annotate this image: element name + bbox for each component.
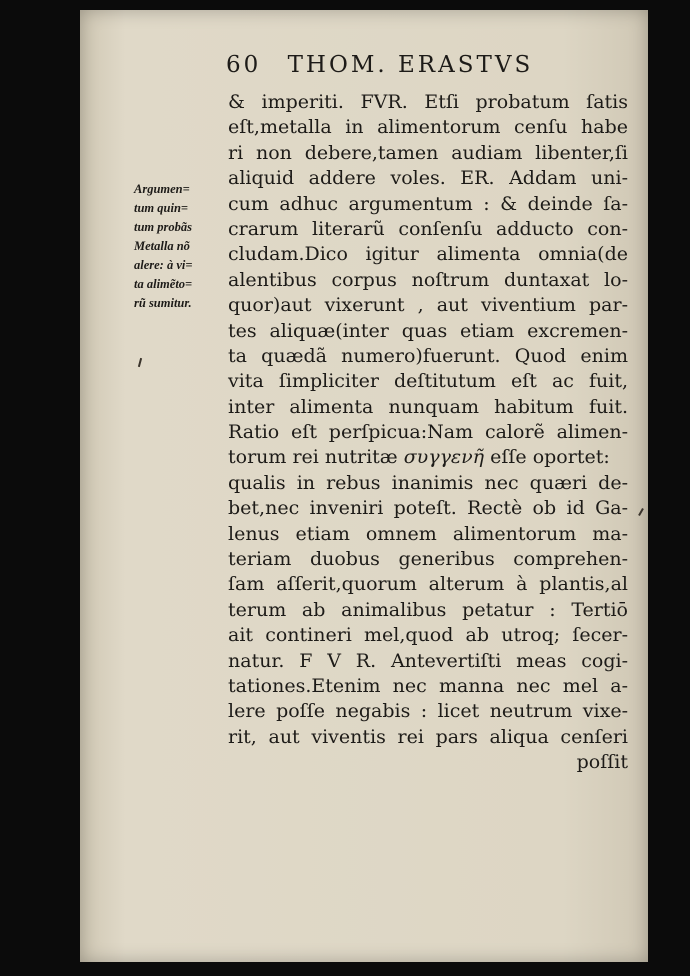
margin-note-line: tum probãs bbox=[134, 220, 193, 234]
text-line: qualis in rebus inanimis nec quæri de- bbox=[228, 471, 628, 494]
margin-note bbox=[134, 180, 226, 313]
text-line: teriam duobus generibus comprehen- bbox=[228, 548, 628, 571]
text-line: alentibus corpus noſtrum duntaxat lo- bbox=[228, 268, 628, 291]
text-line: bet,nec inveniri poteſt. Rectè ob id Ga- bbox=[228, 497, 628, 520]
text-line: cludam.Dico igitur alimenta omnia(de bbox=[228, 243, 628, 266]
text-line: terum ab animalibus petatur : Tertiō bbox=[228, 598, 628, 621]
text-segment: eſſe oportet: bbox=[484, 446, 610, 469]
text-line: cum adhuc argumentum : & deinde ſa- bbox=[228, 192, 628, 215]
text-line: ſam aſſerit,quorum alterum à plantis,al bbox=[228, 573, 628, 596]
margin-note-line: Metalla nõ bbox=[134, 239, 190, 253]
text-line: aliquid addere voles. ER. Addam uni- bbox=[228, 167, 628, 190]
text-line: ta quædã numero)fuerunt. Quod enim bbox=[228, 344, 628, 367]
text-line: natur. F V R. Antevertiſti meas cogi- bbox=[228, 649, 628, 672]
text-line: crarum literarũ conſenſu adducto con- bbox=[228, 217, 628, 240]
margin-note-line: rũ sumitur. bbox=[134, 296, 192, 310]
text-line: lere poſſe negabis : licet neutrum vixe- bbox=[228, 700, 628, 723]
text-line: ait contineri mel,quod ab utroq; ſecer- bbox=[228, 624, 628, 647]
catchword: poſſit bbox=[576, 751, 628, 774]
body-text bbox=[228, 90, 628, 776]
page-number: 60 bbox=[226, 52, 262, 78]
greek-word: συγγενῆ bbox=[403, 446, 485, 469]
text-line: tationes.Etenim nec manna nec mel a- bbox=[228, 674, 628, 697]
text-line: tes aliquæ(inter quas etiam excremen- bbox=[228, 319, 628, 342]
text-line: quor)aut vixerunt , aut viventium par- bbox=[228, 294, 628, 317]
text-line: lenus etiam omnem alimentorum ma- bbox=[228, 522, 628, 545]
text-line bbox=[228, 445, 628, 470]
margin-note-line: Argumen= bbox=[134, 182, 190, 196]
text-line: eſt,metalla in alimentorum cenſu habe bbox=[228, 116, 628, 139]
margin-note-line: tum quin= bbox=[134, 201, 189, 215]
text-line: & imperiti. FVR. Etſi probatum ſatis bbox=[228, 91, 628, 113]
text-line: ri non debere,tamen audiam libenter,ſi bbox=[228, 141, 628, 164]
text-segment: torum rei nutritæ bbox=[228, 446, 404, 469]
text-line: inter alimenta nunquam habitum fuit. bbox=[228, 395, 628, 418]
page-header bbox=[226, 52, 626, 86]
text-line: Ratio eſt perſpicua:Nam calorẽ alimen- bbox=[228, 421, 628, 444]
margin-note-line: ta alimẽto= bbox=[134, 277, 193, 291]
margin-note-line: alere: à vi= bbox=[134, 258, 193, 272]
running-title: THOM. ERASTVS bbox=[287, 52, 534, 78]
text-line: rit, aut viventis rei pars aliqua cenſeri bbox=[228, 725, 628, 748]
text-line: vita ſimpliciter deſtitutum eſt ac fuit, bbox=[228, 370, 628, 393]
